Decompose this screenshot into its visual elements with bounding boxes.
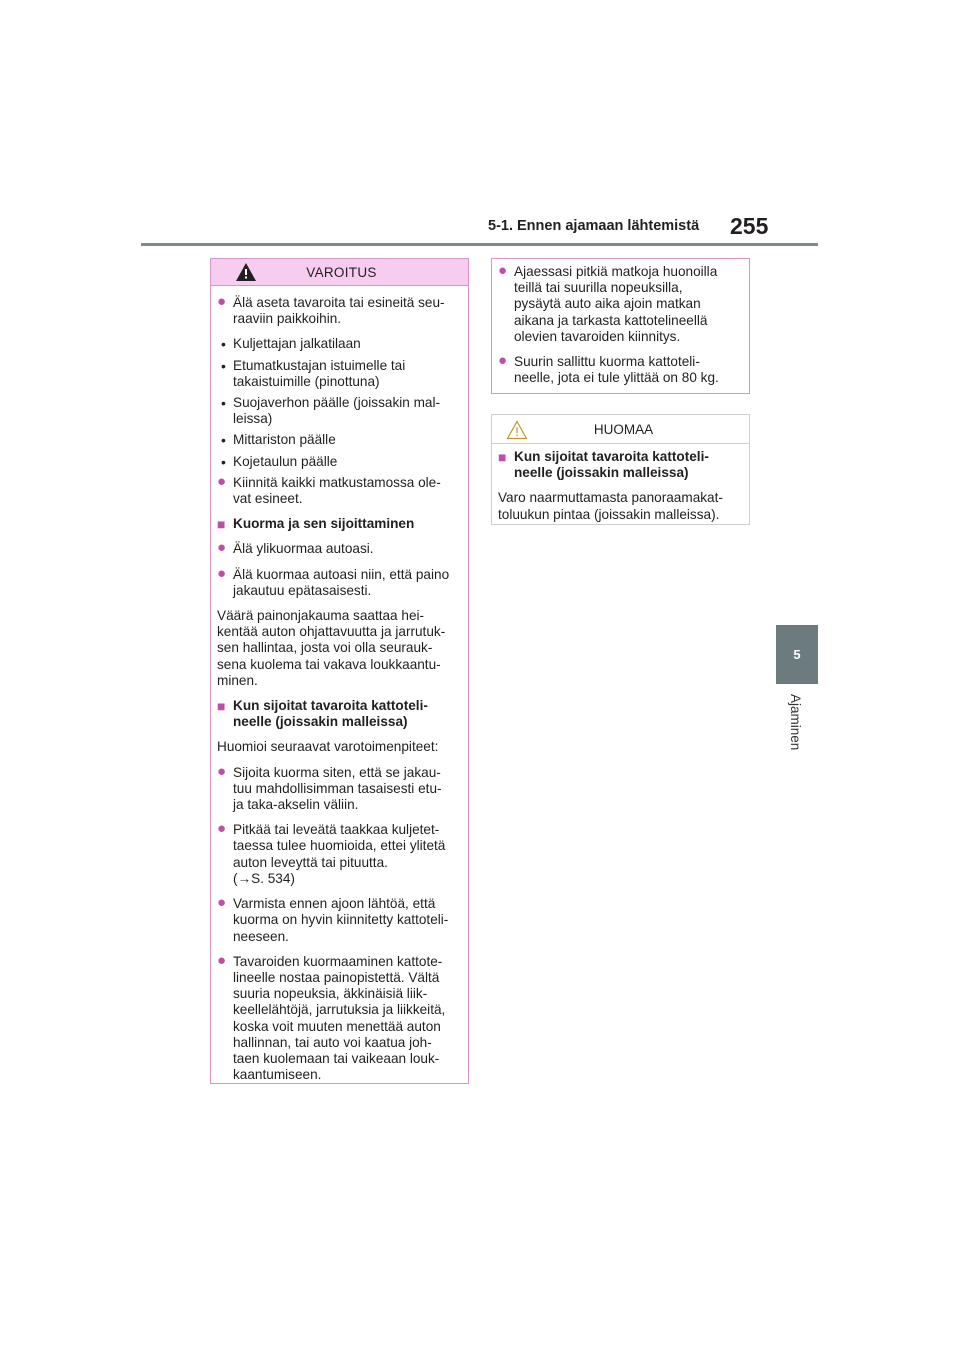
item-text: Kun sijoitat tavaroita kattoteli- neelle (joissakin malleissa)	[233, 698, 428, 730]
item-text: Tavaroiden kuormaaminen kattote- lineelle nostaa painopistettä. Vältä suuria nopeuksia, äkkinäisiä liik- keellelähtöjä, jarrutuksia ja liikkeitä, koska voit muuten menettää auton hallinnan, tai auto voi kaatua joh- taen kuolemaan tai vaikeaan louk- kaantumiseen.	[233, 953, 446, 1083]
warning-continued-list	[492, 259, 749, 394]
section-heading	[217, 516, 462, 532]
sub-list-item	[217, 432, 462, 448]
list-item	[217, 951, 462, 1084]
list-item	[217, 295, 462, 327]
bullet-circle-icon: ●	[217, 762, 227, 780]
warning-title: VAROITUS	[306, 264, 377, 280]
list-item	[217, 564, 462, 599]
paragraph	[498, 490, 743, 522]
item-text: Suojaverhon päälle (joissakin mal- leissa)	[233, 395, 441, 427]
section-title: 5-1. Ennen ajamaan lähtemistä	[488, 218, 700, 234]
paragraph	[217, 739, 462, 755]
notice-list	[492, 444, 749, 531]
page-number: 255	[730, 213, 769, 239]
notice-title: HUOMAA	[593, 421, 654, 437]
notice-header	[492, 415, 749, 444]
item-text: Etumatkustajan istuimelle tai takaistuimille (pinottuna)	[233, 357, 406, 389]
sub-list-item	[217, 336, 462, 352]
bullet-dot-icon: •	[221, 453, 226, 470]
chapter-tab[interactable]	[776, 625, 818, 684]
section-heading	[217, 698, 462, 730]
bullet-dot-icon: •	[221, 357, 226, 374]
paragraph-text: Huomioi seuraavat varotoimenpiteet:	[217, 739, 439, 755]
item-text: Suurin sallittu kuorma kattoteli- neelle, jota ei tule ylittää on 80 kg.	[514, 354, 719, 386]
item-text: Kuljettajan jalkatilaan	[233, 336, 361, 352]
chapter-number: 5	[793, 647, 801, 662]
paragraph-text: Varo naarmuttamasta panoraamakat- toluukun pintaa (joissakin malleissa).	[498, 490, 723, 522]
bullet-circle-icon: ●	[498, 262, 508, 279]
bullet-circle-icon: ●	[217, 564, 227, 582]
header-rule	[141, 243, 818, 246]
bullet-square-icon: ■	[217, 698, 226, 715]
item-text: Kun sijoitat tavaroita kattoteli- neelle (joissakin malleissa)	[514, 449, 709, 481]
bullet-circle-icon: ●	[217, 539, 227, 557]
item-text: Ajaessasi pitkiä matkoja huonoilla teillä tai suurilla nopeuksilla, pysäytä auto aika ajoin matkan aikana ja tarkasta kattotelineellä olevien tavaroiden kiinnitys.	[514, 264, 718, 344]
item-text: Sijoita kuorma siten, että se jakau- tuu mahdollisimman tasaisesti etu- ja taka-akselin väliin.	[233, 764, 442, 813]
item-text: Varmista ennen ajoon lähtöä, että kuorma on hyvin kiinnitetty kattoteli- neeseen.	[233, 896, 449, 944]
item-text: Älä ylikuormaa autoasi.	[233, 541, 374, 557]
bullet-circle-icon: ●	[217, 820, 227, 838]
bullet-dot-icon: •	[221, 432, 226, 449]
paragraph	[217, 608, 462, 689]
item-text: Kuorma ja sen sijoittaminen	[233, 516, 415, 532]
item-text: Mittariston päälle	[233, 432, 336, 448]
item-text: Kiinnitä kaikki matkustamossa ole- vat esineet.	[233, 474, 441, 507]
list-item	[498, 264, 743, 345]
sub-list-item	[217, 454, 462, 470]
bullet-dot-icon: •	[221, 336, 226, 353]
paragraph-text: Väärä painonjakauma saattaa hei- kentää auton ohjattavuutta ja jarrutuk- sen hallintaa, josta voi olla seurauk- sena kuolema tai vakava loukkaantu- minen.	[217, 608, 446, 688]
list-item	[217, 896, 462, 945]
bullet-square-icon: ■	[498, 449, 507, 465]
bullet-dot-icon: •	[221, 395, 226, 412]
list-item	[217, 762, 462, 814]
list-item	[498, 354, 743, 386]
warning-triangle-icon	[235, 262, 257, 285]
bullet-circle-icon: ●	[217, 894, 227, 912]
notice-box	[491, 414, 750, 525]
list-item	[217, 822, 462, 887]
warning-header	[211, 259, 468, 286]
item-text: Pitkää tai leveätä taakkaa kuljetet- taessa tulee huomioida, ettei ylitetä auton leveyttä tai pituutta. (→S. 534)	[233, 822, 446, 886]
bullet-circle-icon: ●	[217, 293, 227, 310]
warning-list	[211, 286, 468, 1091]
sub-list-item	[217, 395, 462, 427]
bullet-circle-icon: ●	[217, 951, 227, 969]
sub-list-item	[217, 358, 462, 390]
bullet-circle-icon: ●	[498, 352, 508, 370]
chapter-label: Ajaminen	[788, 694, 803, 751]
item-text: Älä kuormaa autoasi niin, että paino jakautuu epätasaisesti.	[233, 566, 450, 598]
bullet-circle-icon: ●	[217, 472, 227, 490]
caution-triangle-icon	[506, 420, 528, 443]
warning-box	[210, 258, 469, 1084]
item-text: Kojetaulun päälle	[233, 453, 338, 469]
section-heading	[498, 449, 743, 481]
bullet-square-icon: ■	[217, 516, 226, 533]
list-item	[217, 472, 462, 507]
warning-continued-box	[491, 258, 750, 394]
item-text: Älä aseta tavaroita tai esineitä seu- raaviin paikkoihin.	[233, 295, 445, 327]
list-item	[217, 541, 462, 557]
